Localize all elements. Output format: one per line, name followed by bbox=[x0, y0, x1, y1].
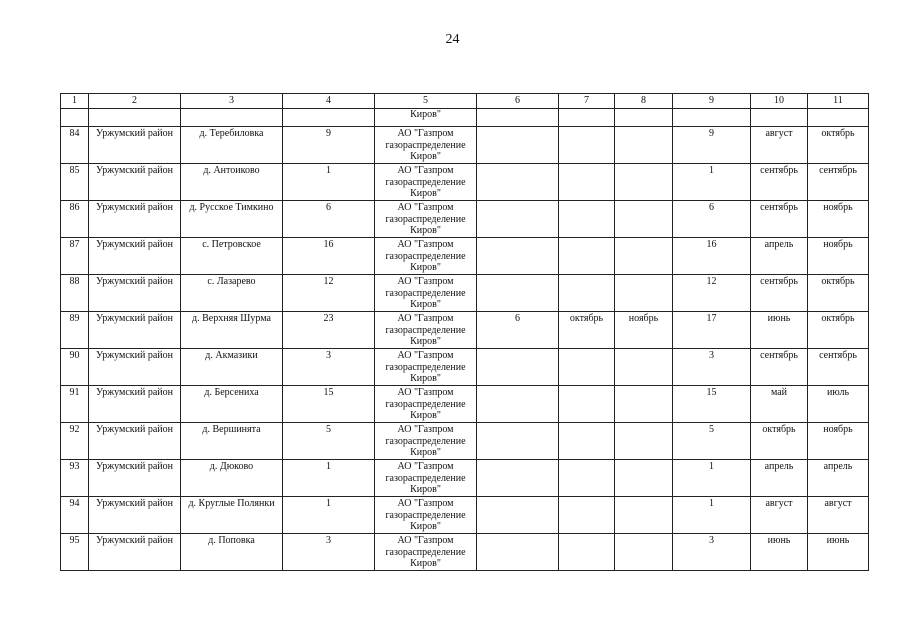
cell-row-number: 95 bbox=[61, 534, 89, 571]
cell-col7-month: 7 bbox=[559, 94, 615, 109]
cell-col7-month bbox=[559, 423, 615, 460]
cell-row-number: 93 bbox=[61, 460, 89, 497]
cell-end-month: октябрь bbox=[808, 275, 869, 312]
cell-col7-month bbox=[559, 164, 615, 201]
table-row bbox=[61, 312, 869, 349]
cell-row-number: 86 bbox=[61, 201, 89, 238]
schedule-table bbox=[60, 93, 869, 571]
cell-settlement: д. Русское Тимкино bbox=[181, 201, 283, 238]
cell-row-number bbox=[61, 109, 89, 127]
cell-col9-count: 9 bbox=[673, 127, 751, 164]
cell-start-month: июнь bbox=[751, 312, 808, 349]
cell-col8-month bbox=[615, 109, 673, 127]
cell-col9-count: 6 bbox=[673, 201, 751, 238]
cell-row-number: 85 bbox=[61, 164, 89, 201]
cell-district: Уржумский район bbox=[89, 312, 181, 349]
cell-row-number: 84 bbox=[61, 127, 89, 164]
cell-settlement: 3 bbox=[181, 94, 283, 109]
table-row bbox=[61, 275, 869, 312]
cell-row-number: 94 bbox=[61, 497, 89, 534]
cell-organization: АО "Газпром газораспределение Киров" bbox=[375, 460, 477, 497]
cell-settlement: д. Поповка bbox=[181, 534, 283, 571]
cell-district: 2 bbox=[89, 94, 181, 109]
cell-row-number: 90 bbox=[61, 349, 89, 386]
cell-end-month: ноябрь bbox=[808, 201, 869, 238]
cell-col7-month bbox=[559, 386, 615, 423]
page-number: 24 bbox=[445, 32, 460, 47]
cell-end-month: сентябрь bbox=[808, 164, 869, 201]
cell-settlement: д. Берсениха bbox=[181, 386, 283, 423]
cell-organization: 5 bbox=[375, 94, 477, 109]
cell-col9-count bbox=[673, 109, 751, 127]
cell-col6-count bbox=[477, 386, 559, 423]
cell-settlement: д. Верхняя Шурма bbox=[181, 312, 283, 349]
cell-district: Уржумский район bbox=[89, 201, 181, 238]
cell-col8-month bbox=[615, 238, 673, 275]
cell-district: Уржумский район bbox=[89, 238, 181, 275]
cell-col6-count bbox=[477, 109, 559, 127]
cell-end-month bbox=[808, 109, 869, 127]
cell-col7-month bbox=[559, 275, 615, 312]
cell-col9-count: 17 bbox=[673, 312, 751, 349]
cell-total-count: 4 bbox=[283, 94, 375, 109]
cell-total-count: 6 bbox=[283, 201, 375, 238]
cell-end-month: август bbox=[808, 497, 869, 534]
cell-col9-count: 16 bbox=[673, 238, 751, 275]
cell-row-number: 91 bbox=[61, 386, 89, 423]
table-row bbox=[61, 423, 869, 460]
cell-settlement: д. Круглые Полянки bbox=[181, 497, 283, 534]
cell-col9-count: 5 bbox=[673, 423, 751, 460]
cell-settlement: с. Лазарево bbox=[181, 275, 283, 312]
cell-row-number: 92 bbox=[61, 423, 89, 460]
cell-start-month: апрель bbox=[751, 460, 808, 497]
cell-organization: Киров" bbox=[375, 109, 477, 127]
table-row bbox=[61, 127, 869, 164]
cell-district bbox=[89, 109, 181, 127]
cell-organization: АО "Газпром газораспределение Киров" bbox=[375, 201, 477, 238]
cell-district: Уржумский район bbox=[89, 423, 181, 460]
cell-row-number: 88 bbox=[61, 275, 89, 312]
cell-col6-count bbox=[477, 164, 559, 201]
cell-total-count: 23 bbox=[283, 312, 375, 349]
cell-settlement: д. Теребиловка bbox=[181, 127, 283, 164]
cell-start-month: май bbox=[751, 386, 808, 423]
cell-col8-month bbox=[615, 275, 673, 312]
cell-district: Уржумский район bbox=[89, 497, 181, 534]
cell-col9-count: 1 bbox=[673, 164, 751, 201]
cell-total-count bbox=[283, 109, 375, 127]
cell-organization: АО "Газпром газораспределение Киров" bbox=[375, 238, 477, 275]
cell-row-number: 1 bbox=[61, 94, 89, 109]
cell-col9-count: 1 bbox=[673, 460, 751, 497]
cell-col9-count: 3 bbox=[673, 534, 751, 571]
cell-col9-count: 1 bbox=[673, 497, 751, 534]
cell-start-month: 10 bbox=[751, 94, 808, 109]
cell-start-month: сентябрь bbox=[751, 349, 808, 386]
cell-start-month: июнь bbox=[751, 534, 808, 571]
cell-start-month: апрель bbox=[751, 238, 808, 275]
cell-organization: АО "Газпром газораспределение Киров" bbox=[375, 534, 477, 571]
cell-start-month: август bbox=[751, 497, 808, 534]
cell-col8-month bbox=[615, 423, 673, 460]
table-row bbox=[61, 534, 869, 571]
cell-col9-count: 15 bbox=[673, 386, 751, 423]
cell-district: Уржумский район bbox=[89, 127, 181, 164]
cell-total-count: 3 bbox=[283, 534, 375, 571]
cell-col6-count bbox=[477, 201, 559, 238]
cell-end-month: июнь bbox=[808, 534, 869, 571]
table-row bbox=[61, 238, 869, 275]
cell-col6-count bbox=[477, 534, 559, 571]
cell-total-count: 1 bbox=[283, 497, 375, 534]
cell-district: Уржумский район bbox=[89, 386, 181, 423]
cell-start-month: сентябрь bbox=[751, 164, 808, 201]
cell-col9-count: 12 bbox=[673, 275, 751, 312]
cell-total-count: 1 bbox=[283, 164, 375, 201]
cell-col6-count bbox=[477, 238, 559, 275]
cell-total-count: 16 bbox=[283, 238, 375, 275]
cell-end-month: 11 bbox=[808, 94, 869, 109]
cell-end-month: апрель bbox=[808, 460, 869, 497]
cell-col8-month: 8 bbox=[615, 94, 673, 109]
table-row-continuation bbox=[61, 109, 869, 127]
cell-col6-count bbox=[477, 127, 559, 164]
cell-end-month: ноябрь bbox=[808, 423, 869, 460]
cell-total-count: 9 bbox=[283, 127, 375, 164]
cell-row-number: 89 bbox=[61, 312, 89, 349]
cell-total-count: 15 bbox=[283, 386, 375, 423]
cell-district: Уржумский район bbox=[89, 349, 181, 386]
cell-col6-count: 6 bbox=[477, 94, 559, 109]
cell-district: Уржумский район bbox=[89, 275, 181, 312]
cell-col7-month bbox=[559, 349, 615, 386]
cell-col6-count: 6 bbox=[477, 312, 559, 349]
cell-col8-month bbox=[615, 534, 673, 571]
cell-total-count: 5 bbox=[283, 423, 375, 460]
cell-start-month: сентябрь bbox=[751, 201, 808, 238]
cell-col7-month bbox=[559, 534, 615, 571]
cell-col8-month bbox=[615, 164, 673, 201]
cell-organization: АО "Газпром газораспределение Киров" bbox=[375, 497, 477, 534]
table-row bbox=[61, 164, 869, 201]
table-row bbox=[61, 460, 869, 497]
cell-district: Уржумский район bbox=[89, 534, 181, 571]
cell-col9-count: 3 bbox=[673, 349, 751, 386]
cell-end-month: ноябрь bbox=[808, 238, 869, 275]
cell-settlement: д. Акмазики bbox=[181, 349, 283, 386]
cell-settlement: д. Дюково bbox=[181, 460, 283, 497]
cell-col7-month bbox=[559, 109, 615, 127]
cell-settlement bbox=[181, 109, 283, 127]
cell-col9-count: 9 bbox=[673, 94, 751, 109]
cell-end-month: октябрь bbox=[808, 127, 869, 164]
cell-col8-month bbox=[615, 201, 673, 238]
cell-organization: АО "Газпром газораспределение Киров" bbox=[375, 312, 477, 349]
cell-col6-count bbox=[477, 423, 559, 460]
cell-organization: АО "Газпром газораспределение Киров" bbox=[375, 386, 477, 423]
cell-organization: АО "Газпром газораспределение Киров" bbox=[375, 164, 477, 201]
cell-col7-month bbox=[559, 238, 615, 275]
cell-total-count: 12 bbox=[283, 275, 375, 312]
cell-col6-count bbox=[477, 497, 559, 534]
cell-col7-month bbox=[559, 497, 615, 534]
cell-start-month: сентябрь bbox=[751, 275, 808, 312]
cell-organization: АО "Газпром газораспределение Киров" bbox=[375, 349, 477, 386]
cell-organization: АО "Газпром газораспределение Киров" bbox=[375, 127, 477, 164]
cell-district: Уржумский район bbox=[89, 164, 181, 201]
cell-end-month: октябрь bbox=[808, 312, 869, 349]
cell-col6-count bbox=[477, 349, 559, 386]
cell-col7-month: октябрь bbox=[559, 312, 615, 349]
cell-col6-count bbox=[477, 460, 559, 497]
table-body bbox=[61, 94, 869, 571]
cell-settlement: с. Петровское bbox=[181, 238, 283, 275]
cell-col8-month bbox=[615, 460, 673, 497]
cell-end-month: июль bbox=[808, 386, 869, 423]
cell-col8-month bbox=[615, 349, 673, 386]
cell-organization: АО "Газпром газораспределение Киров" bbox=[375, 275, 477, 312]
cell-settlement: д. Вершинята bbox=[181, 423, 283, 460]
cell-col7-month bbox=[559, 201, 615, 238]
cell-district: Уржумский район bbox=[89, 460, 181, 497]
cell-total-count: 1 bbox=[283, 460, 375, 497]
table-header-row bbox=[61, 94, 869, 109]
cell-total-count: 3 bbox=[283, 349, 375, 386]
cell-col8-month bbox=[615, 497, 673, 534]
cell-col8-month bbox=[615, 127, 673, 164]
cell-col7-month bbox=[559, 460, 615, 497]
cell-start-month: октябрь bbox=[751, 423, 808, 460]
cell-start-month bbox=[751, 109, 808, 127]
table-row bbox=[61, 201, 869, 238]
cell-start-month: август bbox=[751, 127, 808, 164]
cell-col8-month: ноябрь bbox=[615, 312, 673, 349]
cell-col7-month bbox=[559, 127, 615, 164]
cell-col8-month bbox=[615, 386, 673, 423]
cell-settlement: д. Антоиково bbox=[181, 164, 283, 201]
cell-col6-count bbox=[477, 275, 559, 312]
cell-organization: АО "Газпром газораспределение Киров" bbox=[375, 423, 477, 460]
table-row bbox=[61, 386, 869, 423]
table-row bbox=[61, 497, 869, 534]
cell-row-number: 87 bbox=[61, 238, 89, 275]
cell-end-month: сентябрь bbox=[808, 349, 869, 386]
table-row bbox=[61, 349, 869, 386]
